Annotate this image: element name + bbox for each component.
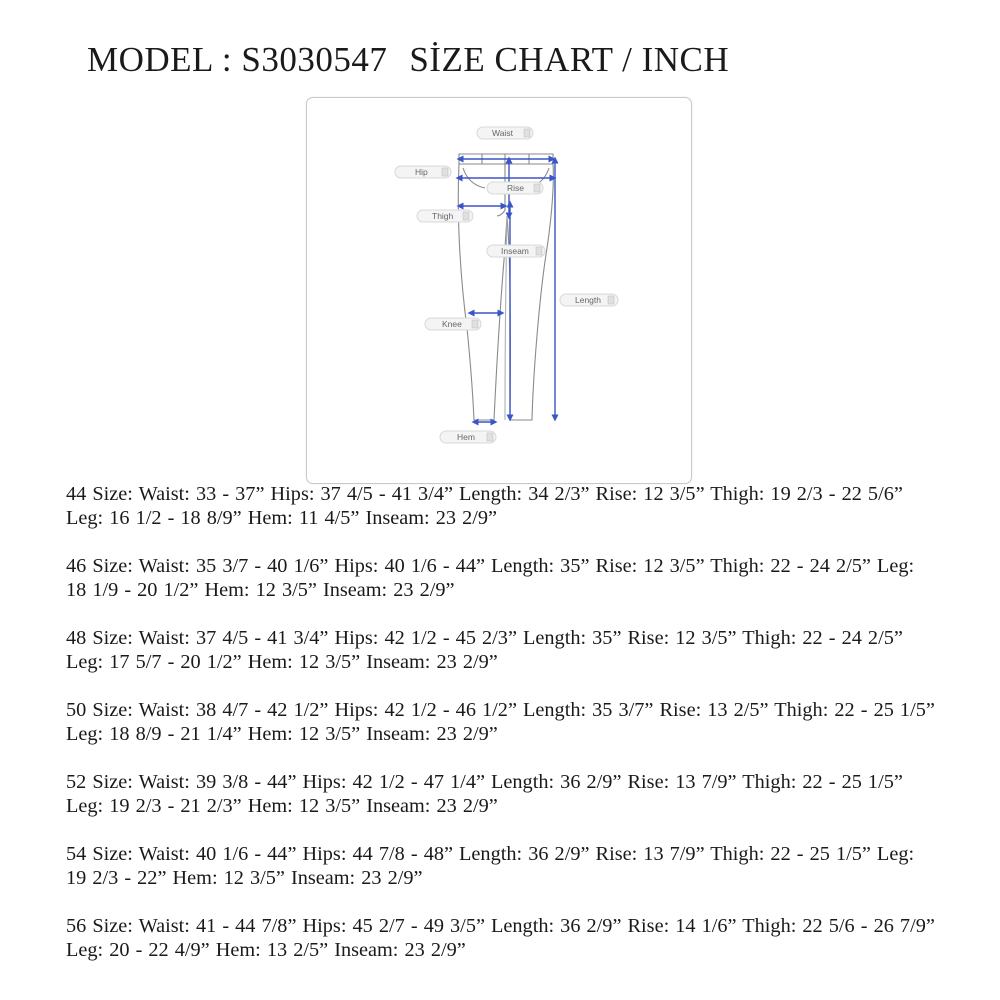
measurement-lines (459, 159, 555, 422)
size-50-row: 50 Size: Waist: 38 4/7 - 42 1/2” Hips: 42 1/2 - 46 1/2” Length: 35 3/7” Rise: 13 2/5” Thigh: 22 - 25 1/5” Leg: 18 8/9 - 21 1/4” Hem: 12 3/5” Inseam: 23 2/9” (66, 699, 935, 745)
size-48-row: 48 Size: Waist: 37 4/5 - 41 3/4” Hips: 42 1/2 - 45 2/3” Length: 35” Rise: 12 3/5” Thigh: 22 - 24 2/5” Leg: 17 5/7 - 20 1/2” Hem: 12 3/5” Inseam: 23 2/9” (66, 627, 903, 673)
size-52-row: 52 Size: Waist: 39 3/8 - 44” Hips: 42 1/2 - 47 1/4” Length: 36 2/9” Rise: 13 7/9” Thigh: 22 - 25 1/5” Leg: 19 2/3 - 21 2/3” Hem: 12 3/5” Inseam: 23 2/9” (66, 771, 903, 817)
thigh-label: Thigh (432, 211, 454, 221)
measurement-diagram (306, 97, 692, 484)
hip-tag (395, 166, 451, 178)
length-label: Length (575, 295, 601, 305)
hip-label: Hip (415, 167, 428, 177)
size-54-row: 54 Size: Waist: 40 1/6 - 44” Hips: 44 7/8 - 48” Length: 36 2/9” Rise: 13 7/9” Thigh: 22 - 25 1/5” Leg: 19 2/3 - 22” Hem: 12 3/5” Inseam: 23 2/9” (66, 843, 915, 889)
rise-tag (487, 182, 543, 194)
rise-label: Rise (507, 183, 525, 193)
thigh-tag (417, 210, 473, 222)
knee-tag (425, 318, 481, 330)
page-title (87, 40, 729, 80)
model-number: MODEL : S3030547 (87, 40, 388, 79)
inseam-tag (487, 245, 545, 257)
chart-title: SİZE CHART / INCH (409, 40, 730, 79)
inseam-label: Inseam (501, 246, 529, 256)
size-list (66, 482, 936, 986)
size-46-row: 46 Size: Waist: 35 3/7 - 40 1/6” Hips: 40 1/6 - 44” Length: 35” Rise: 12 3/5” Thigh: 22 - 24 2/5” Leg: 18 1/9 - 20 1/2” Hem: 12 3/5” Inseam: 23 2/9” (66, 555, 915, 601)
size-56-row: 56 Size: Waist: 41 - 44 7/8” Hips: 45 2/7 - 49 3/5” Length: 36 2/9” Rise: 14 1/6” Thigh: 22 5/6 - 26 7/9” Leg: 20 - 22 4/9” Hem: 13 2/5” Inseam: 23 2/9” (66, 915, 935, 961)
waist-label: Waist (492, 128, 513, 138)
pants-diagram (307, 98, 691, 483)
hem-tag (440, 431, 496, 443)
length-tag (560, 294, 618, 306)
waist-tag (477, 127, 533, 139)
hem-label: Hem (457, 432, 475, 442)
knee-label: Knee (442, 319, 462, 329)
size-44-row: 44 Size: Waist: 33 - 37” Hips: 37 4/5 - 41 3/4” Length: 34 2/3” Rise: 12 3/5” Thigh: 19 2/3 - 22 5/6” Leg: 16 1/2 - 18 8/9” Hem: 11 4/5” Inseam: 23 2/9” (66, 483, 903, 529)
